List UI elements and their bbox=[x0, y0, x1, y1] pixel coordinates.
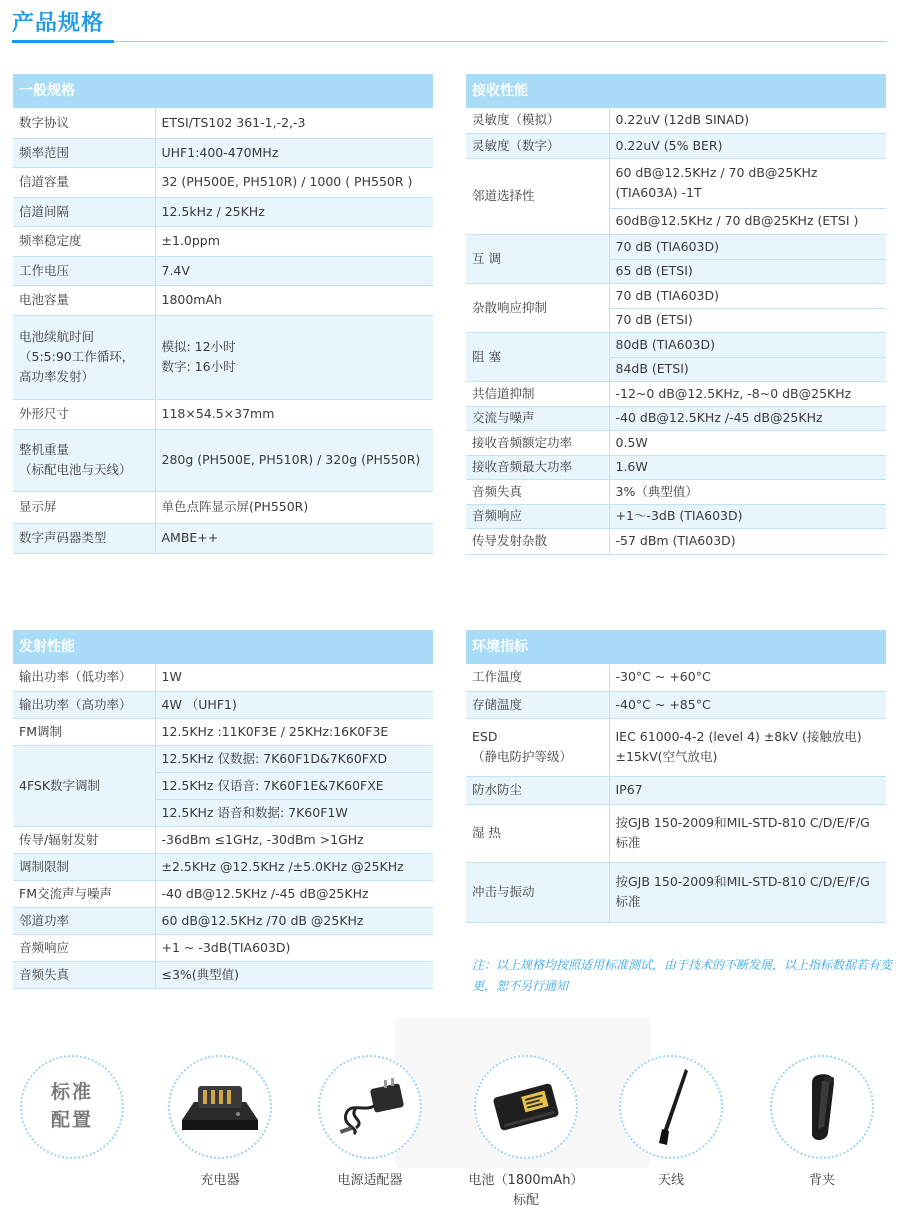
receive-spec-table bbox=[466, 74, 886, 555]
spec-key: 邻道选择性 bbox=[466, 158, 609, 234]
spec-key: 4FSK数字调制 bbox=[13, 745, 155, 826]
standard-config-label: 标准 配置 bbox=[50, 1081, 93, 1131]
standard-config-badge bbox=[20, 1055, 124, 1159]
spec-value: 118×54.5×37mm bbox=[155, 399, 433, 429]
spec-value: 1800mAh bbox=[155, 285, 433, 315]
spec-value: 70 dB (TIA603D) bbox=[609, 283, 886, 308]
spec-key: 灵敏度（数字） bbox=[466, 133, 609, 158]
spec-key: FM交流声与噪声 bbox=[13, 880, 155, 907]
spec-value: 12.5KHz 仅语音: 7K60F1E&7K60FXE bbox=[155, 772, 433, 799]
spec-value: -40 dB@12.5KHz /-45 dB@25KHz bbox=[609, 406, 886, 430]
spec-value: ≤3%(典型值) bbox=[155, 961, 433, 988]
accessory-antenna bbox=[619, 1055, 723, 1191]
spec-key: 数字协议 bbox=[13, 108, 155, 138]
spec-key: 湿 热 bbox=[466, 804, 609, 862]
spec-key: 电池续航时间 （5:5:90工作循环， 高功率发射） bbox=[13, 315, 155, 399]
accessory-battery bbox=[466, 1055, 586, 1211]
spec-key: FM调制 bbox=[13, 718, 155, 745]
spec-key: 外形尺寸 bbox=[13, 399, 155, 429]
spec-value: 0.5W bbox=[609, 430, 886, 455]
spec-key: 信道间隔 bbox=[13, 197, 155, 226]
spec-key: 灵敏度（模拟） bbox=[466, 108, 609, 133]
spec-value: ±2.5KHz @12.5KHz /±5.0KHz @25KHz bbox=[155, 853, 433, 880]
section-title: 一般规格 bbox=[13, 74, 433, 108]
spec-value: 280g (PH500E, PH510R) / 320g (PH550R) bbox=[155, 429, 433, 491]
spec-key: 显示屏 bbox=[13, 491, 155, 523]
spec-value: 84dB (ETSI) bbox=[609, 357, 886, 381]
accessory-belt-clip bbox=[770, 1055, 874, 1191]
spec-value: ETSI/TS102 361-1,-2,-3 bbox=[155, 108, 433, 138]
title-accent-bar bbox=[12, 40, 114, 43]
spec-value: 60 dB@12.5KHz / 70 dB@25KHz (TIA603A) -1T bbox=[609, 158, 886, 208]
spec-key: 互 调 bbox=[466, 234, 609, 283]
spec-value: 12.5KHz 仅数据: 7K60F1D&7K60FXD bbox=[155, 745, 433, 772]
spec-value: 60 dB@12.5KHz /70 dB @25KHz bbox=[155, 907, 433, 934]
spec-value: 70 dB (TIA603D) bbox=[609, 234, 886, 259]
spec-value: 70 dB (ETSI) bbox=[609, 308, 886, 332]
spec-value: 4W （UHF1) bbox=[155, 691, 433, 718]
spec-value: 模拟: 12小时 数字: 16小时 bbox=[155, 315, 433, 399]
environment-spec-table bbox=[466, 630, 886, 923]
spec-value: 按GJB 150-2009和MIL-STD-810 C/D/E/F/G 标准 bbox=[609, 804, 886, 862]
spec-key: 传导发射杂散 bbox=[466, 528, 609, 554]
spec-key: 接收音频额定功率 bbox=[466, 430, 609, 455]
accessory-charger bbox=[168, 1055, 272, 1191]
battery-icon bbox=[482, 1072, 570, 1142]
spec-key: 电池容量 bbox=[13, 285, 155, 315]
spec-key: 杂散响应抑制 bbox=[466, 283, 609, 332]
spec-value: ±1.0ppm bbox=[155, 226, 433, 256]
accessory-circle bbox=[168, 1055, 272, 1159]
spec-key: 存储温度 bbox=[466, 691, 609, 718]
section-title: 接收性能 bbox=[466, 74, 886, 108]
footnote: 注：以上规格均按照适用标准测试，由于技术的不断发展，以上指标数据若有变更，恕不另行通知 bbox=[472, 958, 893, 993]
spec-key: 共信道抑制 bbox=[466, 381, 609, 406]
accessory-label: 电池（1800mAh） 标配 bbox=[468, 1173, 584, 1209]
spec-value: 单色点阵显示屏(PH550R) bbox=[155, 491, 433, 523]
spec-value: -36dBm ≤1GHz, -30dBm >1GHz bbox=[155, 826, 433, 853]
spec-key: 音频响应 bbox=[466, 504, 609, 528]
spec-value: UHF1:400-470MHz bbox=[155, 138, 433, 167]
spec-value: IP67 bbox=[609, 776, 886, 804]
accessory-label: 天线 bbox=[657, 1173, 684, 1188]
accessory-label: 背夹 bbox=[808, 1173, 835, 1188]
spec-key: ESD （静电防护等级） bbox=[466, 718, 609, 776]
spec-value: 按GJB 150-2009和MIL-STD-810 C/D/E/F/G 标准 bbox=[609, 862, 886, 922]
transmit-spec-table bbox=[13, 630, 433, 989]
spec-key: 冲击与振动 bbox=[466, 862, 609, 922]
charger-icon bbox=[176, 1072, 264, 1142]
spec-value: -40°C ~ +85°C bbox=[609, 691, 886, 718]
section-title: 环境指标 bbox=[466, 630, 886, 664]
accessory-circle bbox=[619, 1055, 723, 1159]
spec-value: -57 dBm (TIA603D) bbox=[609, 528, 886, 554]
spec-value: 1.6W bbox=[609, 455, 886, 479]
accessory-power-adapter bbox=[318, 1055, 422, 1191]
accessory-circle bbox=[318, 1055, 422, 1159]
spec-value: 0.22uV (12dB SINAD) bbox=[609, 108, 886, 133]
accessory-label: 电源适配器 bbox=[337, 1173, 403, 1188]
spec-key: 调制限制 bbox=[13, 853, 155, 880]
spec-key: 阻 塞 bbox=[466, 332, 609, 381]
spec-key: 频率稳定度 bbox=[13, 226, 155, 256]
spec-key: 频率范围 bbox=[13, 138, 155, 167]
spec-key: 防水防尘 bbox=[466, 776, 609, 804]
spec-value: -40 dB@12.5KHz /-45 dB@25KHz bbox=[155, 880, 433, 907]
spec-key: 信道容量 bbox=[13, 167, 155, 197]
spec-value: 3%（典型值） bbox=[609, 479, 886, 504]
power-adapter-icon bbox=[326, 1072, 414, 1142]
title-divider bbox=[12, 41, 887, 42]
antenna-icon bbox=[627, 1063, 715, 1151]
spec-value: AMBE++ bbox=[155, 523, 433, 553]
spec-key: 工作电压 bbox=[13, 256, 155, 285]
spec-value: 7.4V bbox=[155, 256, 433, 285]
accessory-label: 充电器 bbox=[200, 1173, 240, 1188]
belt-clip-icon bbox=[778, 1063, 866, 1151]
spec-value: 80dB (TIA603D) bbox=[609, 332, 886, 357]
spec-key: 接收音频最大功率 bbox=[466, 455, 609, 479]
spec-key: 输出功率（低功率） bbox=[13, 664, 155, 691]
spec-value: 1W bbox=[155, 664, 433, 691]
accessory-circle bbox=[474, 1055, 578, 1159]
spec-key: 传导/辐射发射 bbox=[13, 826, 155, 853]
spec-key: 输出功率（高功率） bbox=[13, 691, 155, 718]
accessory-circle bbox=[770, 1055, 874, 1159]
general-spec-table bbox=[13, 74, 433, 554]
badge-circle bbox=[20, 1055, 124, 1159]
spec-key: 工作温度 bbox=[466, 664, 609, 691]
spec-key: 整机重量 （标配电池与天线） bbox=[13, 429, 155, 491]
spec-key: 音频失真 bbox=[13, 961, 155, 988]
spec-value: 12.5kHz / 25KHz bbox=[155, 197, 433, 226]
spec-value: +1〜-3dB (TIA603D) bbox=[609, 504, 886, 528]
spec-value: IEC 61000-4-2 (level 4) ±8kV (接触放电) ±15kV(空气放电) bbox=[609, 718, 886, 776]
spec-value: 0.22uV (5% BER) bbox=[609, 133, 886, 158]
section-title: 发射性能 bbox=[13, 630, 433, 664]
spec-value: -30°C ~ +60°C bbox=[609, 664, 886, 691]
page-title: 产品规格 bbox=[12, 11, 105, 36]
spec-value: 60dB@12.5KHz / 70 dB@25KHz (ETSI ) bbox=[609, 208, 886, 234]
spec-key: 音频响应 bbox=[13, 934, 155, 961]
spec-value: +1 ~ -3dB(TIA603D) bbox=[155, 934, 433, 961]
spec-value: 12.5KHz 语音和数据: 7K60F1W bbox=[155, 799, 433, 826]
spec-key: 数字声码器类型 bbox=[13, 523, 155, 553]
spec-value: 32 (PH500E, PH510R) / 1000 ( PH550R ) bbox=[155, 167, 433, 197]
spec-key: 交流与噪声 bbox=[466, 406, 609, 430]
spec-key: 音频失真 bbox=[466, 479, 609, 504]
spec-value: 12.5KHz :11K0F3E / 25KHz:16K0F3E bbox=[155, 718, 433, 745]
spec-key: 邻道功率 bbox=[13, 907, 155, 934]
spec-value: -12~0 dB@12.5KHz, -8~0 dB@25KHz bbox=[609, 381, 886, 406]
spec-value: 65 dB (ETSI) bbox=[609, 259, 886, 283]
